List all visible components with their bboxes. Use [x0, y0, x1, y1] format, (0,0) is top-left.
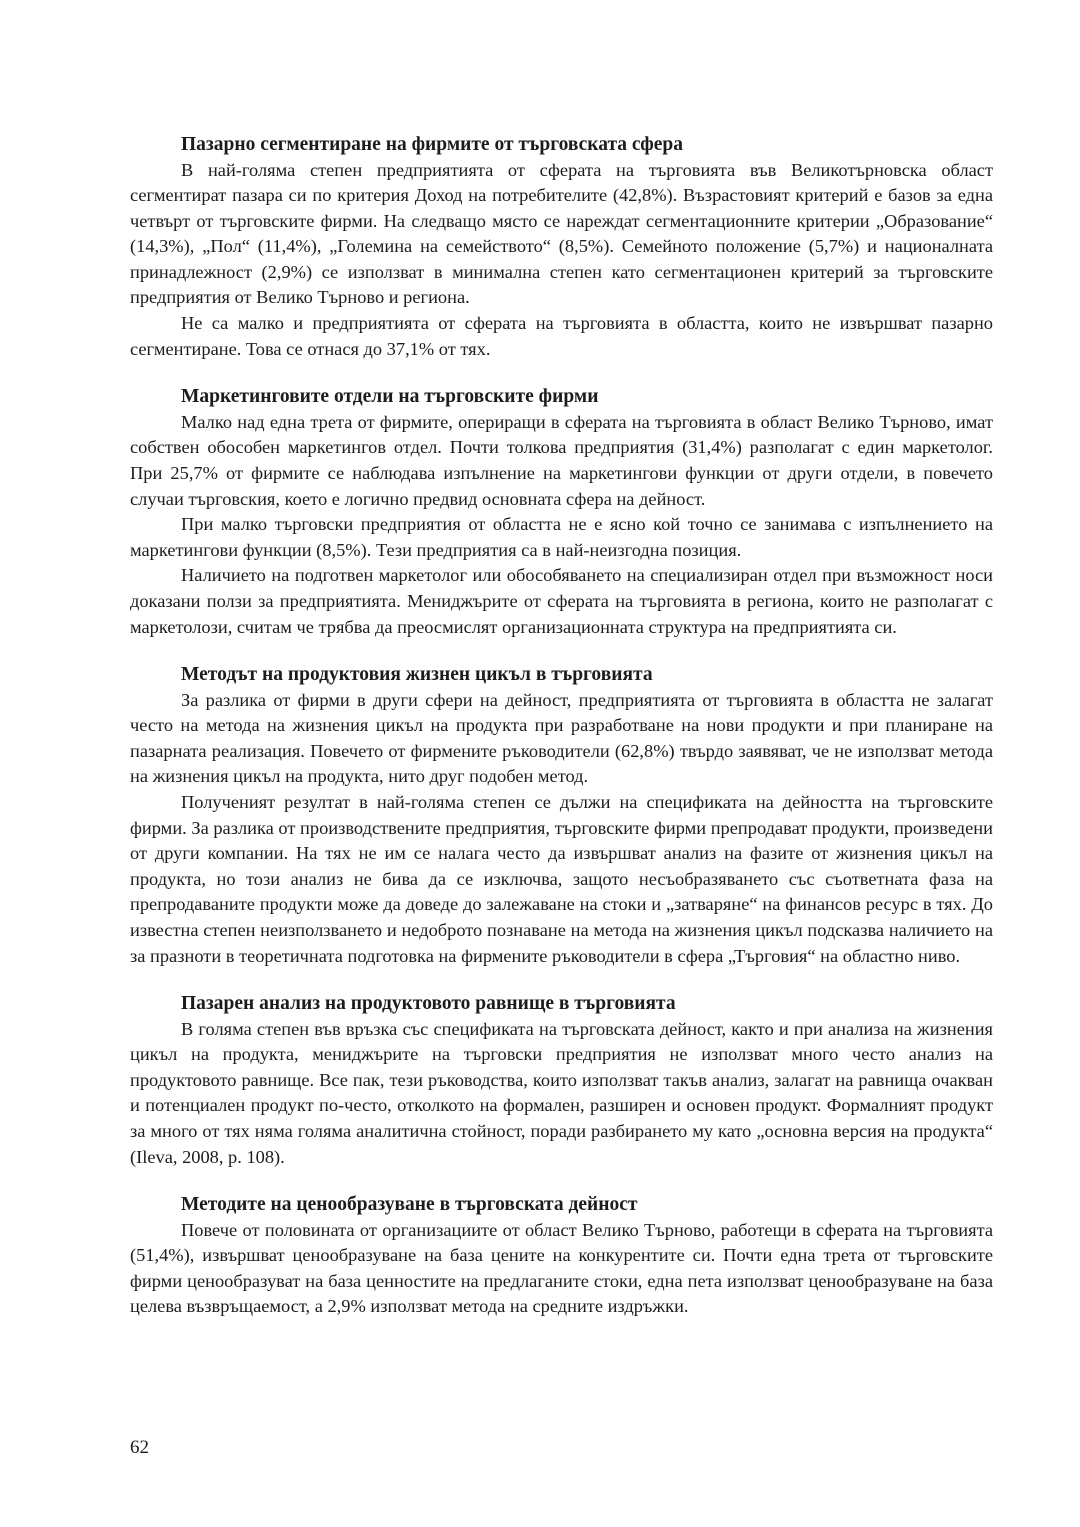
paragraph: В голяма степен във връзка със спецификата на търговската дейност, както и при анализа на жизнения цикъл на продукта, мениджърите на търговски предприятия не използват много често анализ на продуктовото равнище. Все пак, тези ръководства, които използват такъв анализ, залагат на равнища очакван и потенциален продукт по-често, отколкото на формален, разширен и основен продукт. Формалният продукт за много от тях няма голяма аналитична стойност, поради разбирането му като „основна версия на продукта“ (Ileva, 2008, p. 108). — [130, 1018, 993, 1167]
paragraph: Наличието на подготвен маркетолог или обособяването на специализиран отдел при възможност носи доказани ползи за предприятията. Мениджърите от сферата на търговията в региона, които не разполагат с маркетолози, считам че трябва да преосмислят организационната структура на предприятията си. — [130, 565, 993, 637]
section-pricing-methods — [130, 1192, 993, 1320]
section-marketing-departments — [130, 384, 993, 640]
section-heading: Пазарен анализ на продуктовото равнище в търговията — [181, 993, 676, 1015]
paragraph: Малко над една трета от фирмите, опериращи в сферата на търговията в област Велико Търново, имат собствен обособен маркетингов отдел. Почти толкова предприятия (31,4%) разполагат с един маркетолог. При 25,7% от фирмите се наблюдава изпълнение на маркетингови функции от други отдели, в повечето случаи търговския, което е логично предвид основната сфера на дейност. — [130, 411, 993, 509]
section-heading: Методът на продуктовия жизнен цикъл в търговията — [181, 664, 653, 686]
section-heading: Пазарно сегментиране на фирмите от търговската сфера — [181, 134, 684, 155]
section-product-level-analysis — [130, 991, 993, 1170]
paragraph: Не са малко и предприятията от сферата на търговията в областта, които не извършват пазарно сегментиране. Това се отнася до 37,1% от тях. — [130, 313, 993, 359]
paragraph: За разлика от фирми в други сфери на дейност, предприятията от търговията в областта не залагат често на метода на жизнения цикъл на продукта при разработване на нови продукти и при планиране на пазарната реализация. Повечето от фирмените ръководители (62,8%) твърдо заявяват, че не използват метода на жизнения цикъл на продукта, нито друг подобен метод. — [130, 689, 993, 787]
page-number: 62 — [130, 1437, 149, 1458]
paragraph: В най-голяма степен предприятията от сферата на търговията във Великотърновска област сегментират пазара си по критерия Доход на потребителите (42,8%). Възрастовият критерий е базов за една четвърт от търговските фирми. На следващо място се нареждат сегментационните критерии „Образование“ (14,3%), „Пол“ (11,4%), „Големина на семейството“ (8,5%). Семейното положение (5,7%) и националната принадлежност (2,9%) се използват в минимална степен като сегментационен критерий за търговските предприятия от Велико Търново и региона. — [130, 159, 993, 308]
paragraph: Повече от половината от организациите от област Велико Търново, работещи в сферата на търговията (51,4%), извършват ценообразуване на база цените на конкурентите си. Почти една трета от търговските фирми ценообразуват на база ценностите на предлаганите стоки, една пета използват ценообразуване на база целева възвръщаемост, а 2,9% използват метода на средните издръжки. — [130, 1219, 993, 1317]
section-heading: Методите на ценообразуване в търговската дейност — [181, 1194, 638, 1216]
paragraph: Полученият резултат в най-голяма степен се дължи на спецификата на дейността на търговските фирми. За разлика от производствените предприятия, търговските фирми препродават продукти, произведени от други компании. На тях не им се налага често да извършват анализ на фазите от жизнения цикъл на продукта, но този анализ не бива да се изключва, защото несъобразяването със съответната фаза на препродаваните продукти може да доведе до залежаване на стоки и „затваряне“ на финансов ресурс в тях. До известна степен неизползването и недоброто познаване на метода на жизнения цикъл подсказва наличието на за празноти в теоретичната подготовка на фирмените ръководители в сфера „Търговия“ на областно ниво. — [130, 791, 993, 966]
document-body — [130, 132, 993, 1320]
section-heading: Маркетинговите отдели на търговските фирми — [181, 386, 599, 408]
section-product-life-cycle — [130, 662, 993, 969]
section-market-segmentation — [130, 132, 993, 362]
paragraph: При малко търговски предприятия от областта не е ясно кой точно се занимава с изпълнението на маркетингови функции (8,5%). Тези предприятия са в най-неизгодна позиция. — [130, 514, 993, 560]
